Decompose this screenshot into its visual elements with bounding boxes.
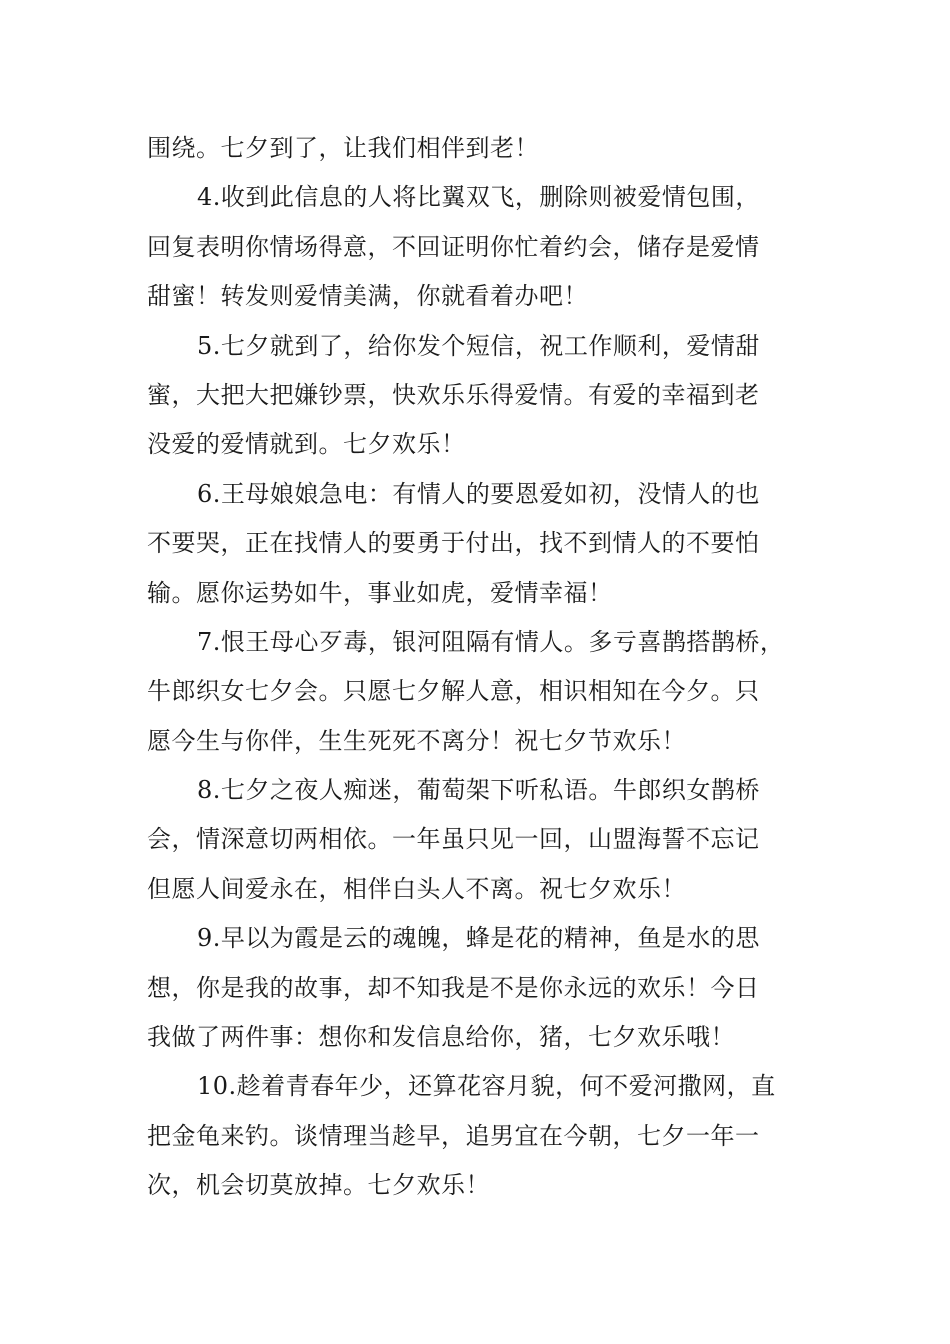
text-line: 但愿人间爱永在，相伴白头人不离。祝七夕欢乐！ (147, 874, 686, 903)
text-line: 4.收到此信息的人将比翼双飞，删除则被爱情包围， (197, 183, 760, 212)
text-line: 围绕。七夕到了，让我们相伴到老！ (147, 134, 539, 162)
text-line: 8.七夕之夜人痴迷，葡萄架下听私语。牛郎织女鹊桥 (197, 776, 760, 805)
text-line: 7.恨王母心歹毒，银河阻隔有情人。多亏喜鹊搭鹊桥， (197, 627, 785, 656)
text-line: 输。愿你运势如牛，事业如虎，爱情幸福！ (147, 578, 613, 607)
text-line: 回复表明你情场得意，不回证明你忙着约会，储存是爱情 (147, 232, 760, 261)
text-line: 牛郎织女七夕会。只愿七夕解人意，相识相知在今夕。只 (147, 677, 760, 706)
text-line: 6.王母娘娘急电：有情人的要恩爱如初，没情人的也 (197, 479, 760, 508)
text-line: 不要哭，正在找情人的要勇于付出，找不到情人的不要怕 (147, 529, 760, 558)
text-line: 把金龟来钓。谈情理当趁早，追男宜在今朝，七夕一年一 (147, 1121, 760, 1150)
document-body (147, 124, 807, 1211)
text-line: 5.七夕就到了，给你发个短信，祝工作顺利，爱情甜 (197, 331, 760, 360)
text-line: 蜜，大把大把嫌钞票，快欢乐乐得爱情。有爱的幸福到老 (147, 380, 760, 409)
text-line: 9.早以为霞是云的魂魄，蜂是花的精神，鱼是水的思 (197, 924, 760, 953)
text-line: 甜蜜！转发则爱情美满，你就看着办吧！ (147, 282, 588, 311)
text-line: 没爱的爱情就到。七夕欢乐！ (147, 430, 466, 459)
text-line: 想，你是我的故事，却不知我是不是你永远的欢乐！今日 (147, 973, 760, 1002)
text-line: 会，情深意切两相依。一年虽只见一回，山盟海誓不忘记 (147, 825, 760, 854)
text-line: 次，机会切莫放掉。七夕欢乐！ (147, 1171, 490, 1200)
text-line: 愿今生与你伴，生生死死不离分！祝七夕节欢乐！ (147, 726, 686, 755)
text-line: 10.趁着青春年少，还算花容月貌，何不爱河撒网，直 (197, 1072, 776, 1101)
text-line: 我做了两件事：想你和发信息给你，猪，七夕欢乐哦！ (147, 1023, 735, 1052)
